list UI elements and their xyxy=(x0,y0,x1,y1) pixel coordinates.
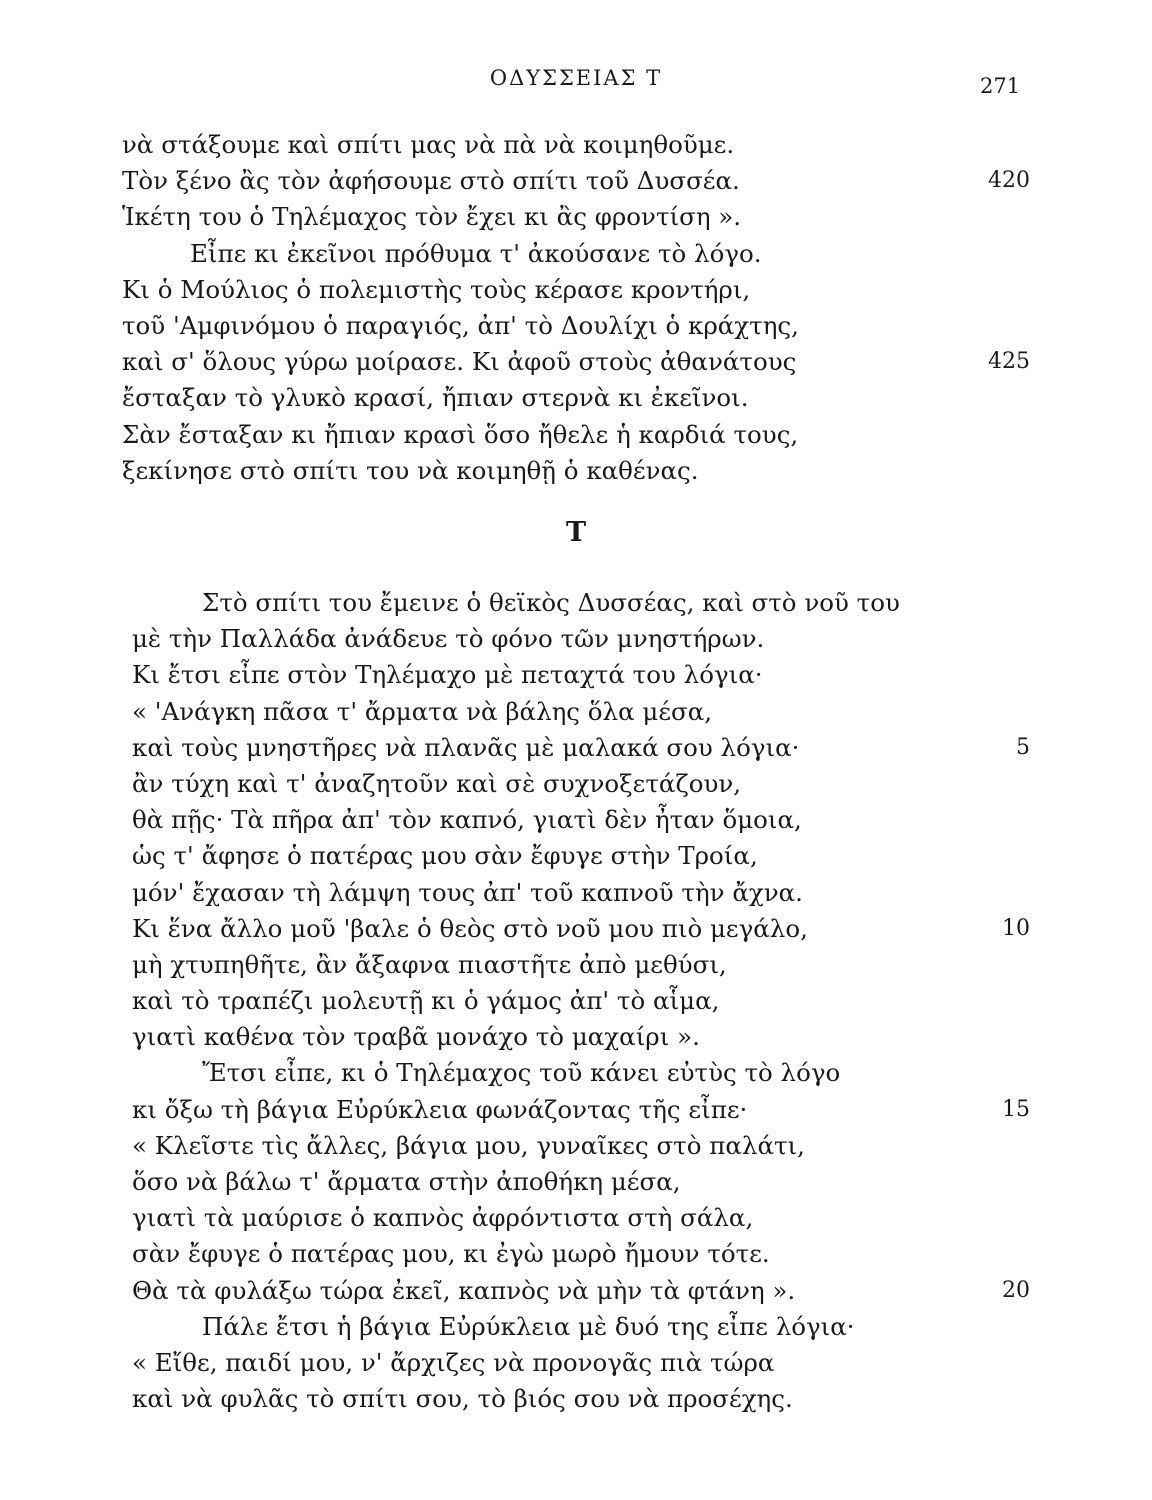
verse-line xyxy=(0,417,1152,453)
verse-text: ἔσταξαν τὸ γλυκὸ κρασί, ἤπιαν στερνὰ κι ἐκεῖνοι. xyxy=(122,383,749,413)
verse-line xyxy=(0,911,1152,947)
verse-line xyxy=(0,1273,1152,1309)
verse-line xyxy=(0,127,1152,163)
line-number: 20 xyxy=(1002,1277,1030,1303)
verse-line xyxy=(0,1345,1152,1381)
verse-text: Στὸ σπίτι του ἔμεινε ὁ θεϊκὸς Δυσσέας, καὶ στὸ νοῦ του xyxy=(202,588,900,617)
line-number: 10 xyxy=(1002,915,1030,941)
verse-line xyxy=(0,1092,1152,1128)
verse-line xyxy=(0,802,1152,838)
line-number: 420 xyxy=(988,168,1030,194)
verse-line xyxy=(0,621,1152,657)
verse-text: θὰ πῇς· Τὰ πῆρα ἀπ' τὸν καπνό, γιατὶ δὲν ἦταν ὅμοια, xyxy=(132,805,802,835)
verse-text: Κι ἔτσι εἶπε στὸν Τηλέμαχο μὲ πεταχτά του λόγια· xyxy=(132,660,763,690)
verse-text: Πάλε ἔτσι ἡ βάγια Εὐρύκλεια μὲ δυό της εἶπε λόγια· xyxy=(202,1311,855,1341)
verse-line xyxy=(0,344,1152,380)
verse-text: Ἔτσι εἶπε, κι ὁ Τηλέμαχος τοῦ κάνει εὐτὺς τὸ λόγο xyxy=(202,1058,841,1088)
verse-text: νὰ στάξουμε καὶ σπίτι μας νὰ πὰ νὰ κοιμηθοῦμε. xyxy=(122,130,735,159)
book-heading: Τ xyxy=(565,517,587,548)
running-title: ΟΔΥΣΣΕΙΑΣ Τ xyxy=(489,66,663,90)
verse-text: ξεκίνησε στὸ σπίτι του νὰ κοιμηθῇ ὁ καθένας. xyxy=(122,455,699,485)
verse-block-new-book xyxy=(0,585,1152,1417)
verse-line xyxy=(0,1055,1152,1091)
verse-text: γιατὶ τὰ μαύρισε ὁ καπνὸς ἀφρόντιστα στὴ σάλα, xyxy=(132,1203,754,1233)
verse-line xyxy=(0,947,1152,983)
page-number: 271 xyxy=(980,74,1021,98)
verse-line xyxy=(0,199,1152,235)
verse-text: μὴ χτυπηθῆτε, ἂν ἄξαφνα πιαστῆτε ἀπὸ μεθύσι, xyxy=(132,949,727,979)
verse-line xyxy=(0,585,1152,621)
verse-text: τοῦ 'Αμφινόμου ὁ παραγιός, ἀπ' τὸ Δουλίχι ὁ κράχτης, xyxy=(122,310,799,340)
verse-text: κι ὄξω τὴ βάγια Εὐρύκλεια φωνάζοντας τῆς εἶπε· xyxy=(132,1094,748,1124)
verse-line xyxy=(0,1236,1152,1272)
line-number: 5 xyxy=(1016,734,1030,760)
verse-line xyxy=(0,1200,1152,1236)
verse-text: Θὰ τὰ φυλάξω τώρα ἐκεῖ, καπνὸς νὰ μὴν τὰ φτάνη ». xyxy=(132,1275,796,1305)
verse-text: μὲ τὴν Παλλάδα ἀνάδευε τὸ φόνο τῶν μνηστήρων. xyxy=(132,624,765,654)
verse-line xyxy=(0,453,1152,489)
verse-line xyxy=(0,1381,1152,1417)
verse-text: μόν' ἔχασαν τὴ λάμψη τους ἀπ' τοῦ καπνοῦ τὴν ἄχνα. xyxy=(132,877,803,907)
verse-text: « 'Ανάγκη πᾶσα τ' ἄρματα νὰ βάλης ὅλα μέσα, xyxy=(132,696,713,726)
verse-text: καὶ νὰ φυλᾶς τὸ σπίτι σου, τὸ βιός σου νὰ προσέχης. xyxy=(132,1384,793,1414)
verse-line xyxy=(0,163,1152,199)
verse-line xyxy=(0,1164,1152,1200)
verse-text: γιατὶ καθένα τὸν τραβᾶ μονάχο τὸ μαχαίρι ». xyxy=(132,1022,700,1052)
line-number: 425 xyxy=(988,349,1030,375)
verse-text: καὶ σ' ὅλους γύρω μοίρασε. Κι ἀφοῦ στοὺς ἀθανάτους xyxy=(122,347,797,377)
verse-line xyxy=(0,983,1152,1019)
verse-text: καὶ τοὺς μνηστῆρες νὰ πλανᾶς μὲ μαλακά σου λόγια· xyxy=(132,732,800,762)
verse-text: ἂν τύχη καὶ τ' ἀναζητοῦν καὶ σὲ συχνοξετάζουν, xyxy=(132,768,742,798)
verse-line xyxy=(0,694,1152,730)
verse-line xyxy=(0,730,1152,766)
verse-text: « Κλεῖστε τὶς ἄλλες, βάγια μου, γυναῖκες στὸ παλάτι, xyxy=(132,1130,805,1160)
verse-text: καὶ τὸ τραπέζι μολευτῇ κι ὁ γάμος ἀπ' τὸ αἷμα, xyxy=(132,986,720,1016)
verse-text: ὅσο νὰ βάλω τ' ἄρματα στὴν ἀποθήκη μέσα, xyxy=(132,1167,681,1196)
verse-line xyxy=(0,1019,1152,1055)
verse-line xyxy=(0,272,1152,308)
verse-text: Κι ὁ Μούλιος ὁ πολεμιστὴς τοὺς κέρασε κροντήρι, xyxy=(122,274,751,304)
verse-text: Τὸν ξένο ἂς τὸν ἀφήσουμε στὸ σπίτι τοῦ Δυσσέα. xyxy=(122,166,740,196)
verse-text: Εἶπε κι ἐκεῖνοι πρόθυμα τ' ἀκούσανε τὸ λόγο. xyxy=(190,238,762,268)
verse-line xyxy=(0,1309,1152,1345)
verse-text: σὰν ἔφυγε ὁ πατέρας μου, κι ἐγὼ μωρὸ ἤμουν τότε. xyxy=(132,1239,770,1269)
verse-text: Σὰν ἔσταξαν κι ἤπιαν κρασὶ ὅσο ἤθελε ἡ καρδιά τους, xyxy=(122,419,799,449)
verse-line xyxy=(0,1128,1152,1164)
verse-text: Κι ἕνα ἄλλο μοῦ 'βαλε ὁ θεὸς στὸ νοῦ μου πιὸ μεγάλο, xyxy=(132,913,808,943)
verse-text: « Εἴθε, παιδί μου, ν' ἄρχιζες νὰ προνογᾶς πιὰ τώρα xyxy=(132,1347,775,1377)
verse-line xyxy=(0,380,1152,416)
verse-line xyxy=(0,657,1152,693)
verse-line xyxy=(0,838,1152,874)
verse-line xyxy=(0,236,1152,272)
verse-text: Ἱκέτη του ὁ Τηλέμαχος τὸν ἔχει κι ἂς φροντίση ». xyxy=(122,202,742,232)
verse-line xyxy=(0,875,1152,911)
verse-line xyxy=(0,308,1152,344)
verse-block-previous-book xyxy=(0,127,1152,489)
line-number: 15 xyxy=(1002,1096,1030,1122)
verse-text: ὡς τ' ἄφησε ὁ πατέρας μου σὰν ἔφυγε στὴν Τροία, xyxy=(132,841,758,871)
verse-line xyxy=(0,766,1152,802)
